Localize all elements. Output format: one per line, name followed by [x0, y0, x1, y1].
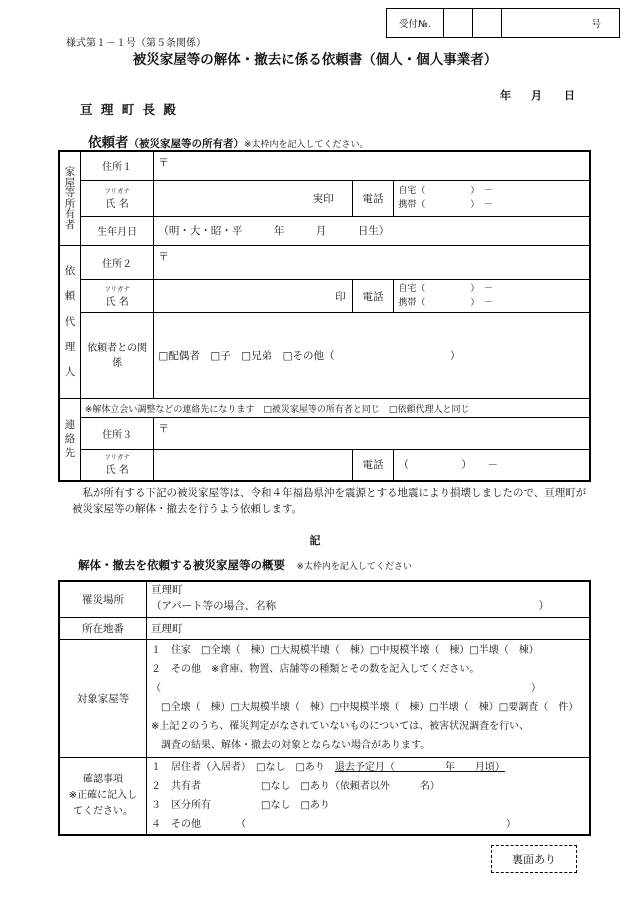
relation-options[interactable]: □配偶者 □子 □兄弟 □その他（ ）: [154, 313, 590, 399]
contact-vertical-label: 連 絡 先: [59, 399, 80, 481]
house-field[interactable]: １ 住家 □全壊（ 棟）□大規模半壊（ 棟）□中規模半壊（ 棟）□半壊（ 棟） ２ その他 ※倉庫、物置、店舗等の種類とその数を記入してください。 （ ） □全壊（ 棟）□大規模半壊（ 棟）□中規模半壊（ 棟）□半壊（ 棟）□要調査（ 件） ※上記２のうち、罹災判定がなされていないものについては、被害状況調査を行い、 調査の結果、解体・撤去の対象とならない場合があります。: [147, 639, 591, 757]
reception-blank: [444, 9, 473, 37]
form-number: 様式第１－１号（第５条関係）: [66, 38, 206, 49]
house-label: 対象家屋等: [59, 639, 147, 757]
birth-field[interactable]: （明・大・昭・平 年 月 日生）: [154, 216, 590, 245]
ki-label: 記: [309, 534, 321, 547]
owner-name-field[interactable]: 実印: [154, 180, 352, 216]
address3-label: 住所３: [80, 418, 153, 450]
site-field[interactable]: 亘理町 （アパート等の場合、名称 ）: [147, 581, 591, 617]
target-heading: 解体・撤去を依頼する被災家屋等の概要 ※太枠内を記入してください: [78, 558, 412, 572]
contact-phone-field[interactable]: （ ） －: [394, 449, 590, 481]
address2-field[interactable]: 〒: [154, 246, 590, 280]
page-title: 被災家屋等の解体・撤去に係る依頼書（個人・個人事業者）: [132, 52, 498, 68]
address1-label: 住所１: [80, 151, 153, 180]
back-side-note: 裏面あり: [491, 845, 577, 873]
target-table: [58, 580, 591, 836]
birth-label: 生年月日: [80, 216, 153, 245]
address2-label: 住所２: [80, 246, 153, 280]
requester-table: [58, 150, 591, 482]
address3-field[interactable]: 〒: [154, 418, 590, 450]
addressee: 亘 理 町 長 殿: [80, 102, 178, 117]
reception-box: [386, 8, 620, 38]
confirm-label: 確認事項 ※正確に記入し てください。: [59, 757, 147, 835]
date-line: 年 月 日: [500, 89, 575, 102]
requester-heading: 依頼者（被災家屋等の所有者）※太枠内を記入してください。: [88, 135, 369, 151]
site-label: 罹災場所: [59, 581, 147, 617]
contact-name-label: フリガナ 氏 名: [80, 449, 153, 481]
reception-blank2: [473, 9, 502, 37]
lot-field[interactable]: 亘理町: [147, 617, 591, 639]
reception-label: 受付№.: [387, 9, 444, 37]
contact-phone-label: 電話: [352, 449, 394, 481]
agent-name-field[interactable]: 印: [154, 279, 352, 313]
reception-suffix: 号: [591, 19, 601, 30]
lot-label: 所在地番: [59, 617, 147, 639]
agent-phone-field[interactable]: 自宅（ ） － 携帯（ ） －: [394, 279, 590, 313]
confirm-field[interactable]: １ 居住者（入居者） □なし □あり 退去予定月（ 年 月頃） ２ 共有者 □なし □あり（依頼者以外 名） ３ 区分所有 □なし □あり ４ その他 （ ）: [147, 757, 591, 835]
owner-name-label: フリガナ 氏 名: [80, 180, 153, 216]
contact-note[interactable]: ※解体立会い調整などの連絡先になります □被災家屋等の所有者と同じ □依頼代理人と同じ: [80, 399, 590, 418]
relation-label: 依頼者との関係: [80, 313, 153, 399]
agent-vertical-label: 依 頼 代 理 人: [59, 246, 80, 399]
agent-name-label: フリガナ 氏 名: [80, 279, 153, 313]
contact-name-field[interactable]: [154, 449, 352, 481]
address1-field[interactable]: 〒: [154, 151, 590, 180]
owner-phone-field[interactable]: 自宅（ ） － 携帯（ ） －: [394, 180, 590, 216]
owner-vertical-label: 家 屋 等 所 有 者: [59, 151, 80, 246]
agent-phone-label: 電話: [352, 279, 394, 313]
request-text: 私が所有する下記の被災家屋等は、令和４年福島県沖を震源とする地震により損壊しましたので、亘理町が被災家屋等の解体・撤去を行うよう依頼します。: [72, 487, 587, 515]
owner-phone-label: 電話: [352, 180, 394, 216]
